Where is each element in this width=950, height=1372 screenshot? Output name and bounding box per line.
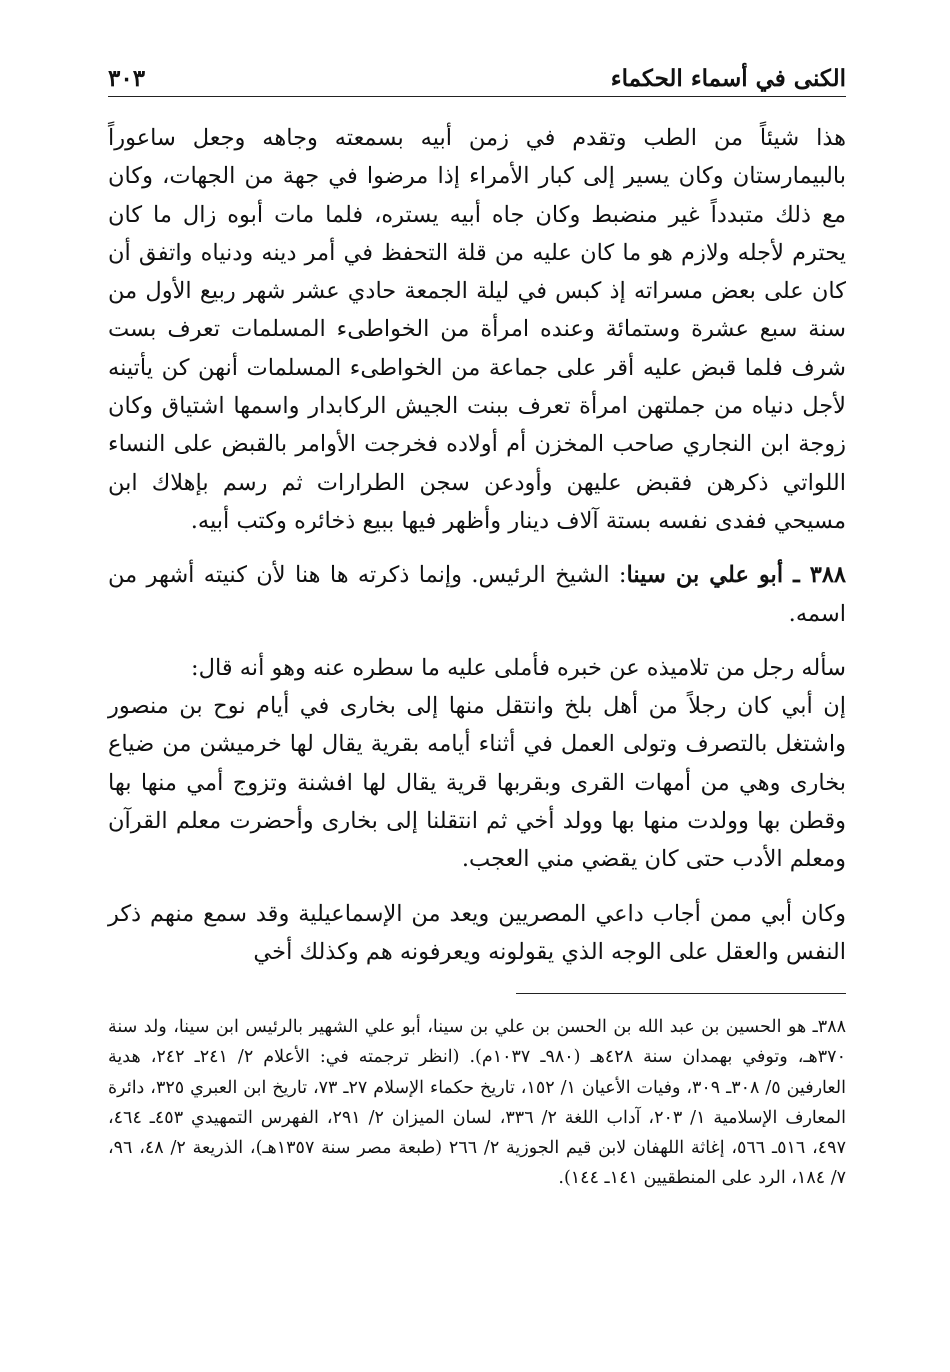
body-text [108, 119, 846, 971]
footnote: ٣٨٨ـ هو الحسين بن عبد الله بن الحسن بن علي بن سينا، أبو علي الشهير بالرئيس ابن سينا، ولد سنة ٣٧٠هـ، وتوفي بهمدان سنة ٤٢٨هـ (٩٨٠ـ ١٠٣٧م). (انظر ترجمته في: الأعلام ٢/ ٢٤١ـ ٢٤٢، هدية العارفين ٥/ ٣٠٨ـ ٣٠٩، وفيات الأعيان ١/ ١٥٢، تاريخ حكماء الإسلام ٢٧ـ ٧٣، تاريخ ابن العبري ٣٢٥، دائرة المعارف الإسلامية ١/ ٢٠٣، آداب اللغة ٢/ ٣٣٦، لسان الميزان ٢/ ٢٩١، الفهرس التمهيدي ٤٥٣ـ ٤٦٤، ٤٩٧، ٥١٦ـ ٥٦٦، إغاثة اللهفان لابن قيم الجوزية ٢/ ٢٦٦ (طبعة مصر سنة ١٣٥٧هـ)، الذريعة ٢/ ٤٨، ٩٦، ٧/ ١٨٤، الرد على المنطقيين ١٤١ـ ١٤٤). [108, 1017, 846, 1189]
page-number: ٣٠٣ [108, 65, 146, 92]
entry-388-paragraph [108, 556, 846, 633]
footnote-divider [516, 993, 846, 994]
narrative-intro: سأله رجل من تلاميذه عن خبره فأملى عليه ما سطره عنه وهو أنه قال: [191, 654, 846, 681]
running-title: الكنى في أسماء الحكماء [610, 65, 846, 92]
paragraph-continuation: هذا شيئاً من الطب وتقدم في زمن أبيه بسمعته وجاهه وجعل ساعوراً بالبيمارستان وكان يسير إلى كبار الأمراء إذا مرضوا في جهة من الجهات، وكان مع ذلك متبدداً غير منضبط وكان جاه أبيه يستره، فلما مات أبوه زال ما كان يحترم لأجله ولازم هو ما كان عليه من قلة التحفظ في أمر دينه ودنياه واتفق أن كان على بعض مسراته إذ كبس في ليلة الجمعة حادي عشر شهر ربيع الأول من سنة سبع عشرة وستمائة وعنده امرأة من الخواطىء المسلمات تعرف بست شرف فلما قبض عليه أقر على جماعة من الخواطىء المسلمات أنهن كن يأتينه لأجل دنياه من جملتهن امرأة تعرف ببنت الجيش الركابدار واسمها اشتياق وكان زوجة ابن النجاري صاحب المخزن أم أولاده فخرجت الأوامر بالقبض على النساء اللواتي ذكرهن فقبض عليهن وأودعن سجن الطرارات ثم رسم بإهلاك ابن مسيحي ففدى نفسه بستة آلاف دينار وأظهر فيها ببيع ذخائره وكتب أبيه. [108, 125, 846, 534]
page-header [108, 52, 846, 97]
entry-intro: : الشيخ الرئيس. وإنما ذكرته ها هنا لأن كنيته أشهر من اسمه. [108, 562, 846, 627]
narrative-paragraph: إن أبي كان رجلاً من أهل بلخ وانتقل منها إلى بخارى في أيام نوح بن منصور واشتغل بالتصرف وتولى العمل في أثناء أيامه بقرية يقال لها خرميشن من ضياع بخارى وهي من أمهات القرى وبقربها قرية يقال لها افشنة وتزوج أمي منها بها وقطن بها وولدت منها بها وولد أخي ثم انتقلنا إلى بخارى وأحضرت معلم القرآن ومعلم الأدب حتى كان يقضي مني العجب. [108, 693, 846, 873]
narrative-paragraph-2: وكان أبي ممن أجاب داعي المصريين ويعد من الإسماعيلية وقد سمع منهم ذكر النفس والعقل على الوجه الذي يقولونه ويعرفونه هم وكذلك أخي [108, 900, 846, 965]
entry-heading: ٣٨٨ ـ أبو علي بن سينا [626, 562, 846, 589]
book-page [108, 52, 846, 1193]
